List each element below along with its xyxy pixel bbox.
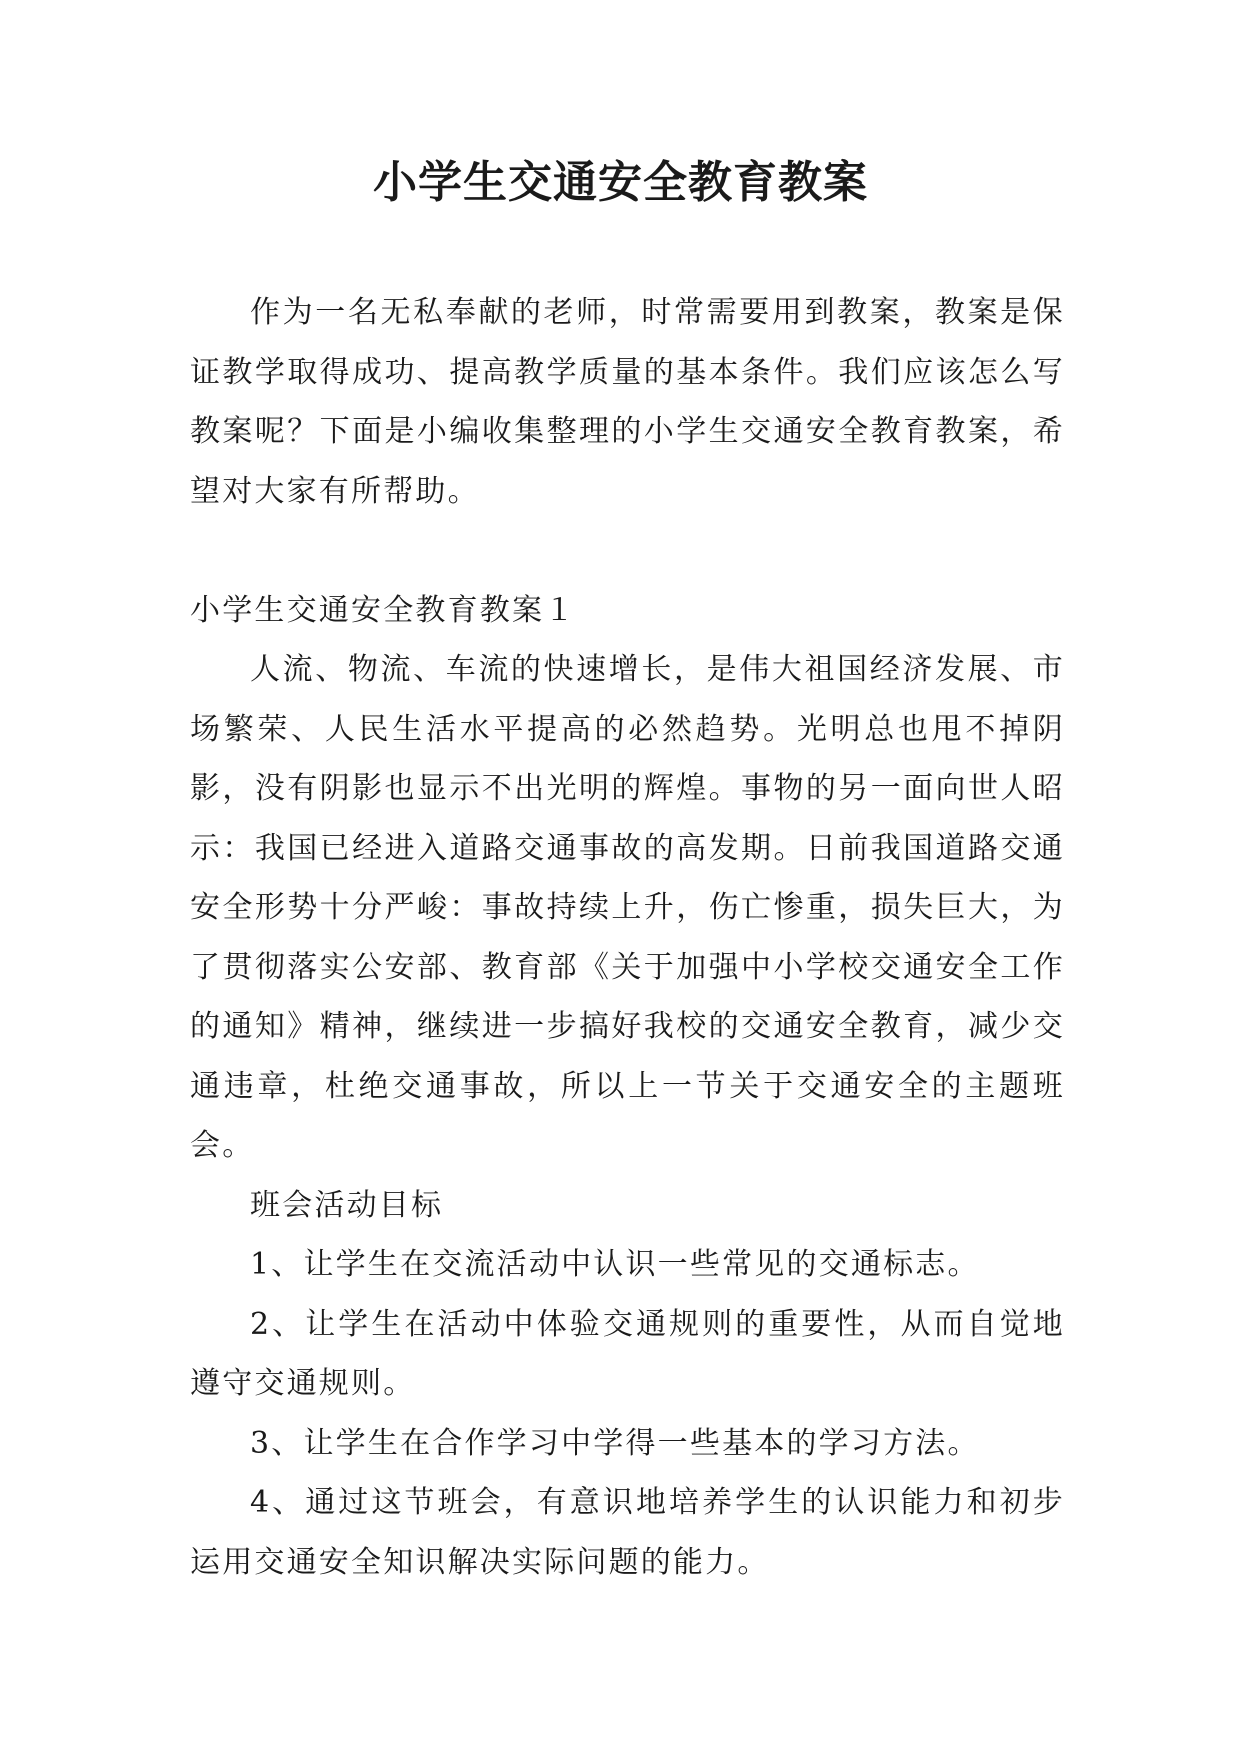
section-heading: 小学生交通安全教育教案１ (190, 592, 577, 628)
goal-item-2: 2、让学生在活动中体验交通规则的重要性，从而自觉地遵守交通规则。 (190, 1306, 1065, 1401)
paragraph-spacer (190, 521, 1065, 581)
document-title: 小学生交通安全教育教案 (373, 157, 868, 208)
goal-item-1: 1、让学生在交流活动中认识一些常见的交通标志。 (250, 1247, 980, 1282)
goal-item-3: 3、让学生在合作学习中学得一些基本的学习方法。 (250, 1425, 980, 1461)
goal-item-4: 4、通过这节班会，有意识地培养学生的认识能力和初步运用交通安全知识解决实际问题的能力。 (190, 1485, 1065, 1580)
document-body (190, 283, 1065, 1592)
section-paragraph: 人流、物流、车流的快速增长，是伟大祖国经济发展、市场繁荣、人民生活水平提高的必然趋势。光明总也甩不掉阴影，没有阴影也显示不出光明的辉煌。事物的另一面向世人昭示：我国已经进入道路交通事故的高发期。日前我国道路交通安全形势十分严峻：事故持续上升，伤亡惨重，损失巨大，为了贯彻落实公安部、教育部《关于加强中小学校交通安全工作的通知》精神，继续进一步搞好我校的交通安全教育，减少交通违章，杜绝交通事故，所以上一节关于交通安全的主题班会。 (190, 652, 1065, 1163)
intro-paragraph: 作为一名无私奉献的老师，时常需要用到教案，教案是保证教学取得成功、提高教学质量的基本条件。我们应该怎么写教案呢？下面是小编收集整理的小学生交通安全教育教案，希望对大家有所帮助。 (190, 295, 1065, 509)
goals-heading: 班会活动目标 (250, 1187, 444, 1223)
